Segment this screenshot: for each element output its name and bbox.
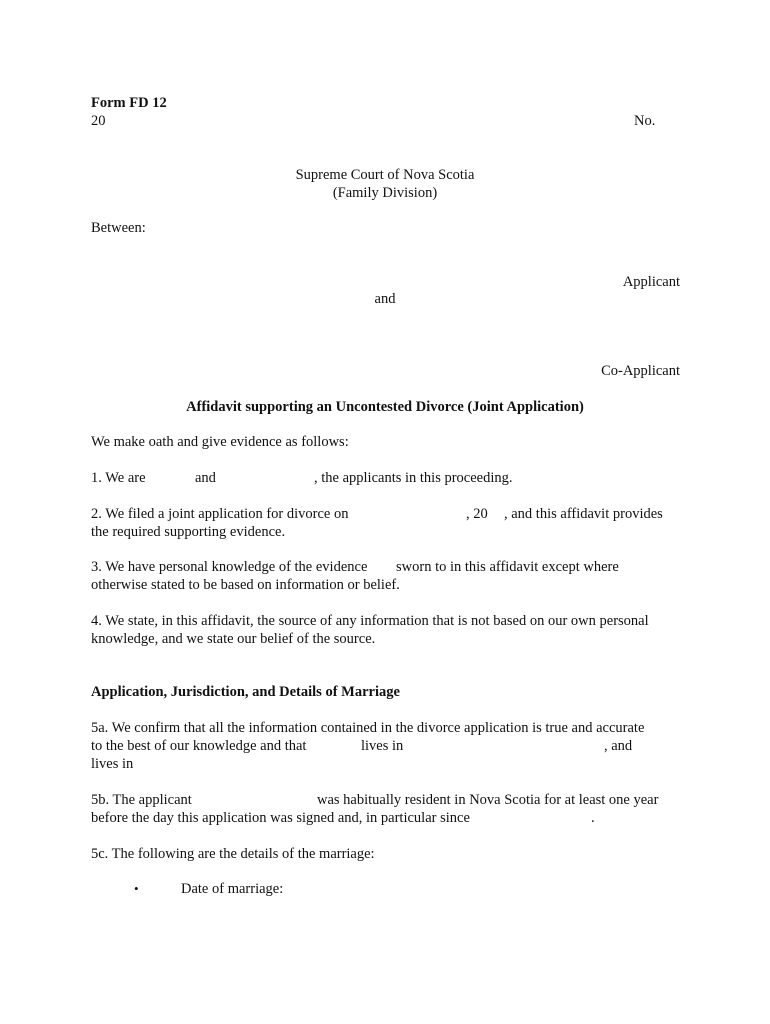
file-number-label: No. — [634, 113, 656, 129]
para5b-line2: before the day this application was signed and, in particular since — [91, 810, 470, 826]
para1-and: and — [195, 470, 216, 486]
para5a-lives-in: lives in — [361, 738, 404, 754]
para5a-line2-start: to the best of our knowledge and that — [91, 738, 307, 754]
para5b-start: 5b. The applicant — [91, 792, 192, 808]
para1-start: 1. We are — [91, 470, 146, 486]
para5c-text: 5c. The following are the details of the marriage: — [91, 846, 375, 862]
para1-end: , the applicants in this proceeding. — [314, 470, 513, 486]
para5b-end: was habitually resident in Nova Scotia for at least one year — [317, 792, 659, 808]
form-number: Form FD 12 — [91, 95, 167, 111]
para2-start: 2. We filed a joint application for divorce on — [91, 506, 349, 522]
para3-line2: otherwise stated to be based on information or belief. — [91, 577, 400, 593]
para5a-line1: 5a. We confirm that all the information contained in the divorce application is true and accurate — [91, 720, 645, 736]
date-of-marriage-label: Date of marriage: — [181, 881, 284, 897]
para2-year: , 20 — [466, 506, 488, 522]
section-heading: Application, Jurisdiction, and Details of Marriage — [91, 684, 400, 700]
between-label: Between: — [91, 220, 146, 236]
para3-start: 3. We have personal knowledge of the evidence — [91, 559, 368, 575]
para2-end: , and this affidavit provides — [504, 506, 663, 522]
co-applicant-label: Co-Applicant — [601, 363, 680, 379]
intro-text: We make oath and give evidence as follows: — [91, 434, 349, 450]
para4-line2: knowledge, and we state our belief of the source. — [91, 631, 376, 647]
document-title: Affidavit supporting an Uncontested Divorce (Joint Application) — [186, 399, 584, 415]
court-division: (Family Division) — [332, 185, 438, 201]
bullet-icon: • — [134, 881, 139, 896]
para3-end: sworn to in this affidavit except where — [396, 559, 619, 575]
para5a-and: , and — [604, 738, 633, 754]
court-name: Supreme Court of Nova Scotia — [295, 167, 475, 183]
para4-line1: 4. We state, in this affidavit, the source of any information that is not based on our own personal — [91, 613, 649, 629]
applicant-label: Applicant — [622, 274, 680, 290]
para5a-line3: lives in — [91, 756, 134, 772]
para5b-period: . — [591, 810, 595, 826]
and-label: and — [374, 291, 396, 307]
para2-line2: the required supporting evidence. — [91, 524, 286, 540]
year-field: 20 — [91, 113, 106, 129]
